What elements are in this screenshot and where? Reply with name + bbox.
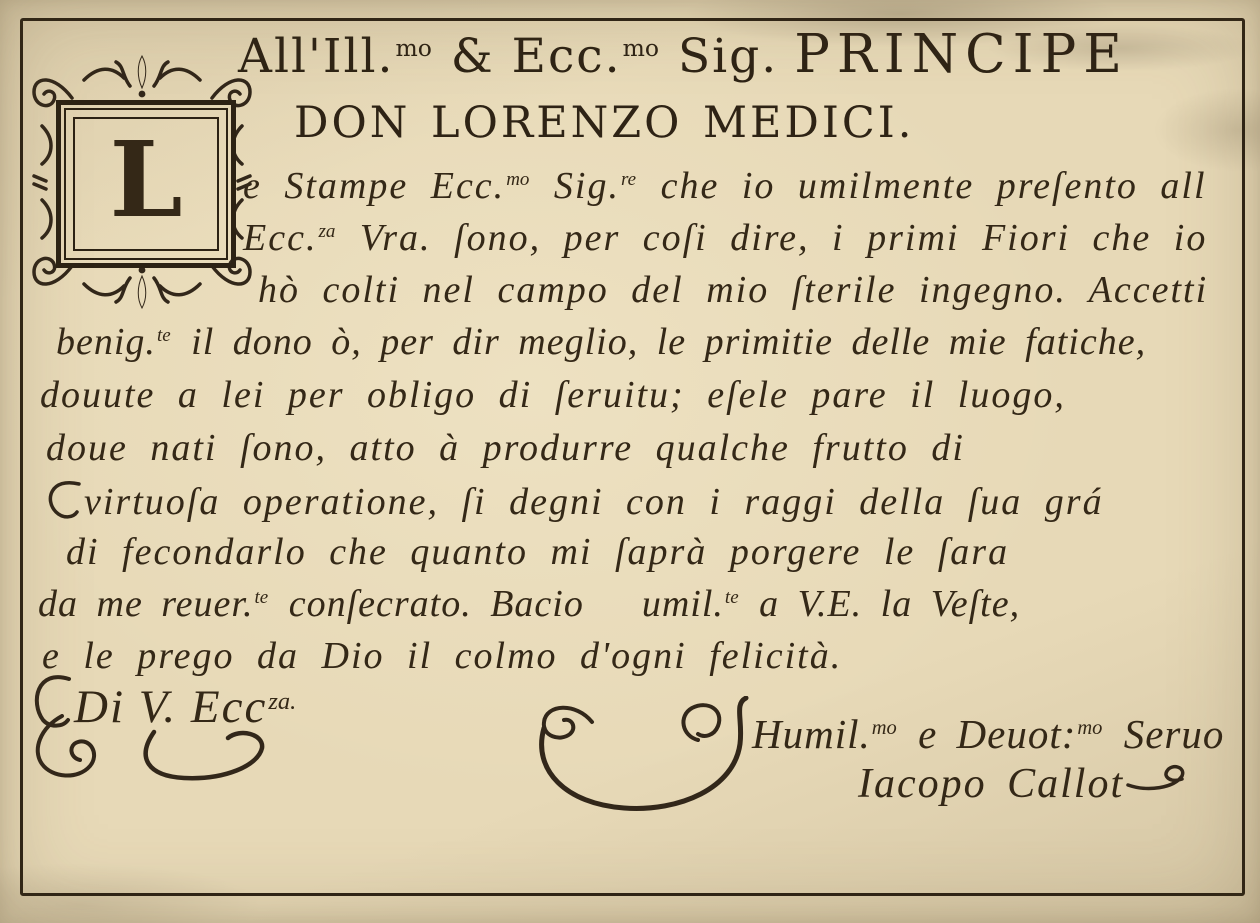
body-line-9 bbox=[38, 582, 1020, 626]
body-line-5: douute a lei per obligo di ſeruitu; eſele pare il luogo, bbox=[40, 374, 1066, 416]
text-segment: virtuoſa operatione, ſi degni con i raggi della ſua grá bbox=[84, 481, 1104, 523]
text-segment: da me reuer. bbox=[38, 583, 254, 625]
text-segment: Di V. Ecc bbox=[74, 681, 268, 733]
valediction-flourish-icon bbox=[32, 714, 284, 790]
text-segment: Sig. bbox=[531, 165, 620, 207]
text-segment: conſecrato. Bacio bbox=[270, 583, 584, 625]
body-line-10: e le prego da Dio il colmo d'ogni felicità. bbox=[42, 635, 843, 677]
superscript: re bbox=[620, 169, 637, 191]
initial-frame-inner bbox=[73, 117, 219, 251]
superscript: te bbox=[156, 325, 171, 347]
superscript: za bbox=[318, 221, 336, 243]
text-segment: Sig. bbox=[661, 29, 779, 84]
signature-flourish-icon bbox=[528, 696, 766, 818]
text-segment: il dono ò, per dir meglio, le primitie delle mie fatiche, bbox=[172, 321, 1147, 363]
text-segment: Vra. ſono, per coſi dire, i primi Fiori che io bbox=[337, 217, 1208, 259]
superscript: mo bbox=[1077, 717, 1103, 740]
superscript: mo bbox=[622, 34, 659, 63]
superscript: te bbox=[254, 587, 269, 609]
body-line-3: hò colti nel campo del mio ſterile ingegno. Accetti bbox=[258, 269, 1209, 311]
initial-letter: L bbox=[109, 118, 183, 241]
superscript: te bbox=[724, 587, 739, 609]
text-segment: umil. bbox=[641, 583, 724, 625]
dedicatee-title: PRINCIPE bbox=[794, 24, 1129, 85]
signature-line-1 bbox=[752, 710, 1224, 758]
text-segment: & Ecc. bbox=[433, 29, 622, 84]
heading-dedicatee-name: DON LORENZO MEDICI. bbox=[294, 98, 915, 148]
superscript: mo bbox=[871, 717, 897, 740]
text-segment: a V.E. la Veſte, bbox=[740, 583, 1021, 625]
body-line-6: doue nati ſono, atto à produrre qualche frutto di bbox=[46, 427, 965, 469]
superscript: za. bbox=[268, 687, 297, 715]
text-segment: che io umilmente preſento all bbox=[638, 165, 1207, 207]
superscript: mo bbox=[395, 34, 432, 63]
body-line-4 bbox=[56, 320, 1146, 364]
superscript: mo bbox=[506, 169, 530, 191]
initial-frame-middle bbox=[64, 108, 228, 260]
body-line-1 bbox=[243, 164, 1207, 208]
body-line-2 bbox=[243, 216, 1207, 260]
initial-frame bbox=[56, 100, 236, 268]
paraph-flourish-icon bbox=[42, 478, 82, 520]
initial-ornament-block bbox=[26, 54, 258, 310]
heading-salutation bbox=[238, 24, 1129, 85]
text-segment: All'Ill. bbox=[238, 29, 395, 84]
text-segment: e Stampe Ecc. bbox=[243, 165, 506, 207]
text-segment: Ecc. bbox=[243, 217, 318, 259]
signature-name bbox=[858, 760, 1190, 808]
body-line-8: di fecondarlo che quanto mi ſaprà porgere le ſara bbox=[66, 531, 1010, 573]
text-segment: e Deuot: bbox=[898, 711, 1077, 757]
text-segment: benig. bbox=[56, 321, 156, 363]
text-segment: Humil. bbox=[752, 711, 871, 757]
body-line-7 bbox=[42, 478, 1104, 524]
text-segment: Seruo bbox=[1104, 711, 1225, 757]
signature-tail-flourish-icon bbox=[1126, 763, 1188, 795]
text-segment: Iacopo Callot bbox=[858, 761, 1125, 807]
